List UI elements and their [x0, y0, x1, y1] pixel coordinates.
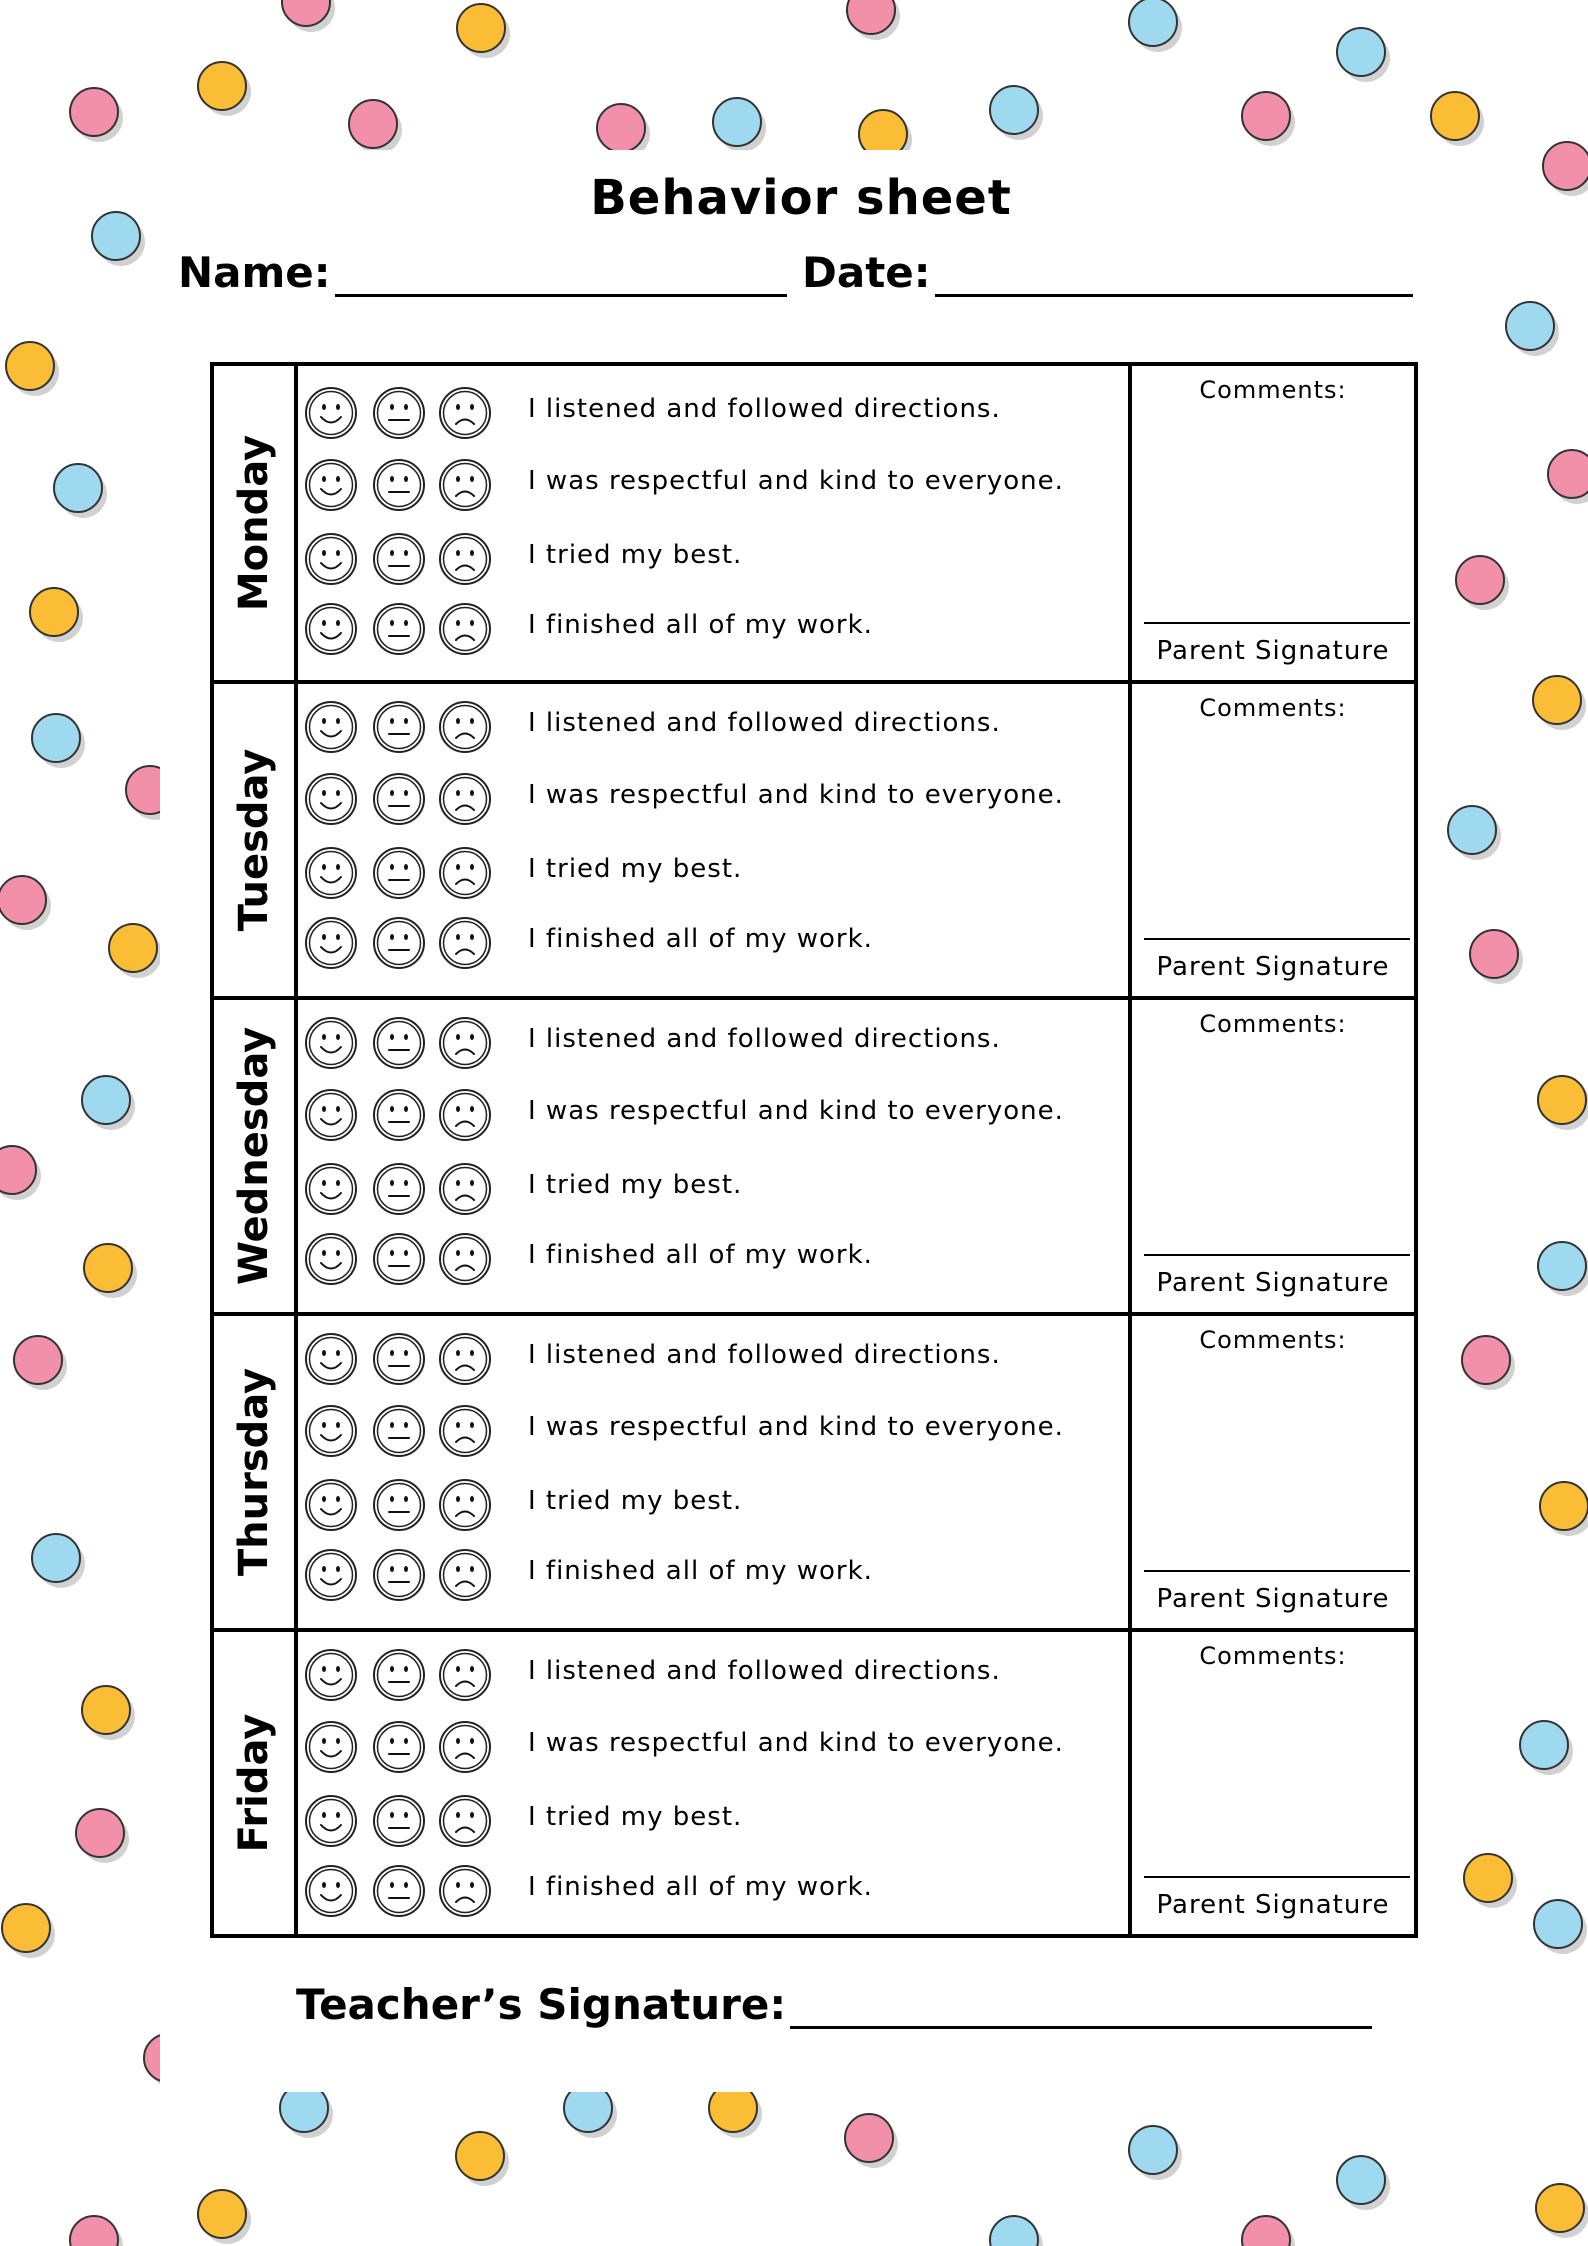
comments-box[interactable]	[1128, 1632, 1414, 1934]
day-label: Tuesday	[231, 748, 277, 932]
teacher-signature-field[interactable]	[296, 1980, 1372, 2029]
polka-dot	[76, 1809, 124, 1857]
neutral-face-icon[interactable]	[372, 1404, 426, 1458]
polka-dot	[70, 2216, 118, 2246]
polka-dot	[82, 1686, 130, 1734]
polka-dot	[6, 342, 54, 390]
page-title: Behavior sheet	[590, 170, 1012, 226]
neutral-face-icon[interactable]	[372, 1864, 426, 1918]
sad-face-icon[interactable]	[438, 1088, 492, 1142]
sad-face-icon[interactable]	[438, 916, 492, 970]
neutral-face-icon[interactable]	[372, 1548, 426, 1602]
sad-face-icon[interactable]	[438, 1016, 492, 1070]
sad-face-icon[interactable]	[438, 846, 492, 900]
behavior-sheet	[160, 150, 1442, 2092]
parent-signature-label: Parent Signature	[1156, 952, 1390, 982]
polka-dot	[1242, 2216, 1290, 2246]
day-row-thursday	[214, 1312, 1414, 1628]
day-label: Monday	[231, 434, 277, 612]
polka-dot	[1548, 450, 1588, 498]
polka-dot	[2, 1904, 50, 1952]
day-label-cell	[214, 684, 298, 996]
name-field[interactable]	[178, 248, 787, 297]
polka-dot	[82, 1076, 130, 1124]
polka-dot	[1538, 1242, 1586, 1290]
sad-face-icon[interactable]	[438, 1648, 492, 1702]
parent-signature-line[interactable]	[1144, 1254, 1410, 1256]
comments-label: Comments:	[1199, 1642, 1347, 1670]
name-line[interactable]	[335, 254, 787, 297]
parent-signature-label: Parent Signature	[1156, 636, 1390, 666]
polka-dot	[1534, 1900, 1582, 1948]
polka-dot	[0, 876, 46, 924]
polka-dot	[1456, 556, 1504, 604]
polka-dot	[457, 4, 505, 52]
comments-label: Comments:	[1199, 1326, 1347, 1354]
happy-face-icon[interactable]	[304, 386, 358, 440]
sad-face-icon[interactable]	[438, 1864, 492, 1918]
day-label: Thursday	[231, 1367, 277, 1577]
sad-face-icon[interactable]	[438, 1548, 492, 1602]
polka-dot	[30, 588, 78, 636]
polka-dot	[198, 2190, 246, 2238]
polka-dot	[70, 88, 118, 136]
behavior-item-text: I tried my best.	[528, 1170, 743, 1200]
day-label-cell	[214, 1632, 298, 1934]
behavior-item-text: I finished all of my work.	[528, 1240, 873, 1270]
comments-box[interactable]	[1128, 1000, 1414, 1312]
happy-face-icon[interactable]	[304, 1478, 358, 1532]
comments-box[interactable]	[1128, 1316, 1414, 1628]
sad-face-icon[interactable]	[438, 458, 492, 512]
polka-dot	[349, 100, 397, 148]
polka-dot	[1242, 92, 1290, 140]
neutral-face-icon[interactable]	[372, 602, 426, 656]
polka-dot	[1538, 1076, 1586, 1124]
happy-face-icon[interactable]	[304, 1794, 358, 1848]
polka-dot	[84, 1244, 132, 1292]
day-row-wednesday	[214, 996, 1414, 1312]
behavior-item-text: I tried my best.	[528, 854, 743, 884]
behavior-item-text: I listened and followed directions.	[528, 1656, 1001, 1686]
day-label: Friday	[231, 1713, 277, 1853]
polka-dot	[1448, 806, 1496, 854]
polka-dot	[1506, 302, 1554, 350]
neutral-face-icon[interactable]	[372, 772, 426, 826]
polka-dot	[1536, 2184, 1584, 2232]
comments-box[interactable]	[1128, 366, 1414, 680]
polka-dot	[32, 1534, 80, 1582]
date-line[interactable]	[935, 254, 1413, 297]
polka-dot	[845, 2114, 893, 2162]
happy-face-icon[interactable]	[304, 1404, 358, 1458]
sad-face-icon[interactable]	[438, 1720, 492, 1774]
neutral-face-icon[interactable]	[372, 700, 426, 754]
sad-face-icon[interactable]	[438, 1232, 492, 1286]
happy-face-icon[interactable]	[304, 772, 358, 826]
behavior-chart	[210, 362, 1418, 1938]
happy-face-icon[interactable]	[304, 1548, 358, 1602]
polka-dot	[456, 2132, 504, 2180]
polka-dot	[198, 62, 246, 110]
day-row-monday	[214, 366, 1414, 680]
sad-face-icon[interactable]	[438, 772, 492, 826]
neutral-face-icon[interactable]	[372, 458, 426, 512]
polka-dot	[1540, 1482, 1588, 1530]
polka-dot	[1129, 2126, 1177, 2174]
name-label: Name:	[178, 248, 331, 297]
polka-dot	[1470, 930, 1518, 978]
happy-face-icon[interactable]	[304, 1332, 358, 1386]
parent-signature-line[interactable]	[1144, 1570, 1410, 1572]
polka-dot	[713, 98, 761, 146]
behavior-item-text: I listened and followed directions.	[528, 394, 1001, 424]
polka-dot	[1520, 1721, 1568, 1769]
neutral-face-icon[interactable]	[372, 846, 426, 900]
parent-signature-line[interactable]	[1144, 1876, 1410, 1878]
day-label-cell	[214, 1000, 298, 1312]
sad-face-icon[interactable]	[438, 602, 492, 656]
neutral-face-icon[interactable]	[372, 1648, 426, 1702]
sad-face-icon[interactable]	[438, 1162, 492, 1216]
date-label: Date:	[802, 248, 931, 297]
neutral-face-icon[interactable]	[372, 1478, 426, 1532]
happy-face-icon[interactable]	[304, 700, 358, 754]
teacher-signature-label: Teacher’s Signature:	[296, 1980, 787, 2029]
parent-signature-label: Parent Signature	[1156, 1584, 1390, 1614]
date-field[interactable]	[802, 248, 1413, 297]
sad-face-icon[interactable]	[438, 532, 492, 586]
polka-dot	[597, 104, 645, 152]
happy-face-icon[interactable]	[304, 1232, 358, 1286]
behavior-item-text: I finished all of my work.	[528, 924, 873, 954]
polka-dot	[1337, 28, 1385, 76]
happy-face-icon[interactable]	[304, 846, 358, 900]
behavior-item-text: I listened and followed directions.	[528, 1024, 1001, 1054]
polka-dot	[990, 86, 1038, 134]
polka-dot	[1543, 142, 1588, 190]
parent-signature-label: Parent Signature	[1156, 1268, 1390, 1298]
neutral-face-icon[interactable]	[372, 1016, 426, 1070]
comments-label: Comments:	[1199, 376, 1347, 404]
behavior-item-text: I was respectful and kind to everyone.	[528, 780, 1064, 810]
behavior-item-text: I listened and followed directions.	[528, 708, 1001, 738]
behavior-item-text: I finished all of my work.	[528, 1556, 873, 1586]
behavior-item-text: I was respectful and kind to everyone.	[528, 1412, 1064, 1442]
happy-face-icon[interactable]	[304, 1016, 358, 1070]
neutral-face-icon[interactable]	[372, 916, 426, 970]
behavior-item-text: I was respectful and kind to everyone.	[528, 1096, 1064, 1126]
neutral-face-icon[interactable]	[372, 1720, 426, 1774]
day-label: Wednesday	[231, 1026, 277, 1286]
day-row-tuesday	[214, 680, 1414, 996]
neutral-face-icon[interactable]	[372, 532, 426, 586]
happy-face-icon[interactable]	[304, 532, 358, 586]
behavior-item-text: I tried my best.	[528, 540, 743, 570]
parent-signature-line[interactable]	[1144, 622, 1410, 624]
polka-dot	[1337, 2156, 1385, 2204]
happy-face-icon[interactable]	[304, 1088, 358, 1142]
happy-face-icon[interactable]	[304, 1648, 358, 1702]
neutral-face-icon[interactable]	[372, 1088, 426, 1142]
teacher-signature-line[interactable]	[790, 1986, 1372, 2029]
polka-dot	[1462, 1336, 1510, 1384]
happy-face-icon[interactable]	[304, 1720, 358, 1774]
behavior-item-text: I was respectful and kind to everyone.	[528, 1728, 1064, 1758]
parent-signature-line[interactable]	[1144, 938, 1410, 940]
happy-face-icon[interactable]	[304, 602, 358, 656]
parent-signature-label: Parent Signature	[1156, 1890, 1390, 1920]
polka-dot	[1129, 0, 1177, 46]
day-label-cell	[214, 366, 298, 680]
happy-face-icon[interactable]	[304, 916, 358, 970]
polka-dot	[92, 212, 140, 260]
behavior-item-text: I tried my best.	[528, 1486, 743, 1516]
comments-label: Comments:	[1199, 1010, 1347, 1038]
comments-box[interactable]	[1128, 684, 1414, 996]
polka-dot	[54, 464, 102, 512]
polka-dot	[32, 714, 80, 762]
sad-face-icon[interactable]	[438, 700, 492, 754]
sad-face-icon[interactable]	[438, 1404, 492, 1458]
polka-dot	[14, 1336, 62, 1384]
neutral-face-icon[interactable]	[372, 386, 426, 440]
polka-dot	[109, 924, 157, 972]
behavior-item-text: I finished all of my work.	[528, 610, 873, 640]
neutral-face-icon[interactable]	[372, 1232, 426, 1286]
behavior-item-text: I finished all of my work.	[528, 1872, 873, 1902]
polka-dot	[1431, 92, 1479, 140]
neutral-face-icon[interactable]	[372, 1332, 426, 1386]
behavior-item-text: I listened and followed directions.	[528, 1340, 1001, 1370]
happy-face-icon[interactable]	[304, 458, 358, 512]
neutral-face-icon[interactable]	[372, 1162, 426, 1216]
happy-face-icon[interactable]	[304, 1864, 358, 1918]
polka-dot	[1464, 1854, 1512, 1902]
day-label-cell	[214, 1316, 298, 1628]
happy-face-icon[interactable]	[304, 1162, 358, 1216]
polka-dot	[1533, 676, 1581, 724]
polka-dot	[990, 2216, 1038, 2246]
sad-face-icon[interactable]	[438, 1794, 492, 1848]
sad-face-icon[interactable]	[438, 386, 492, 440]
behavior-item-text: I tried my best.	[528, 1802, 743, 1832]
sad-face-icon[interactable]	[438, 1332, 492, 1386]
day-row-friday	[214, 1628, 1414, 1934]
comments-label: Comments:	[1199, 694, 1347, 722]
behavior-item-text: I was respectful and kind to everyone.	[528, 466, 1064, 496]
neutral-face-icon[interactable]	[372, 1794, 426, 1848]
sad-face-icon[interactable]	[438, 1478, 492, 1532]
